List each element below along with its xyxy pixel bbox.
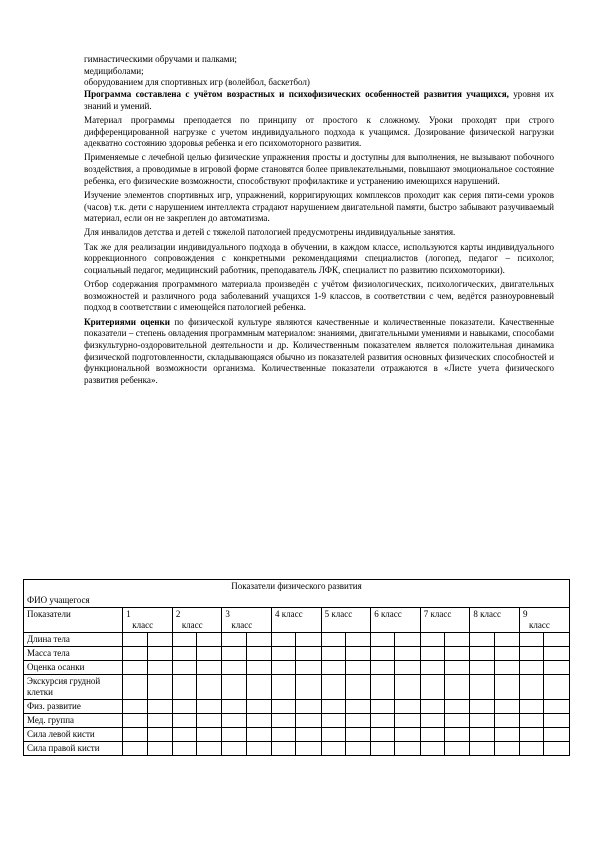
value-cell[interactable] <box>296 675 321 700</box>
value-cell[interactable] <box>395 633 420 647</box>
value-cell[interactable] <box>519 728 543 742</box>
header-class-2 <box>172 608 222 633</box>
value-cell[interactable] <box>272 700 296 714</box>
value-cell[interactable] <box>470 700 494 714</box>
value-cell[interactable] <box>544 661 570 675</box>
header-class-3 <box>222 608 272 633</box>
value-cell[interactable] <box>371 728 395 742</box>
value-cell[interactable] <box>147 728 172 742</box>
value-cell[interactable] <box>395 675 420 700</box>
row-label: Мед. группа <box>24 714 123 728</box>
value-cell[interactable] <box>445 714 470 728</box>
value-cell[interactable] <box>544 647 570 661</box>
value-cell[interactable] <box>321 742 345 756</box>
class-number: 1 <box>126 609 131 619</box>
value-cell[interactable] <box>246 633 271 647</box>
value-cell[interactable] <box>420 714 444 728</box>
table-row <box>24 714 570 728</box>
table-row <box>24 700 570 714</box>
class-number: 2 <box>175 609 181 619</box>
body-text <box>84 54 554 389</box>
value-cell[interactable] <box>147 675 172 700</box>
value-cell[interactable] <box>519 675 543 700</box>
physical-development-table <box>23 579 570 756</box>
value-cell[interactable] <box>321 728 345 742</box>
value-cell[interactable] <box>371 742 395 756</box>
value-cell[interactable] <box>147 742 172 756</box>
value-cell[interactable] <box>494 714 519 728</box>
table-row <box>24 675 570 700</box>
row-label: Оценка осанки <box>24 661 123 675</box>
value-cell[interactable] <box>272 714 296 728</box>
value-cell[interactable] <box>395 728 420 742</box>
value-cell[interactable] <box>395 661 420 675</box>
value-cell[interactable] <box>123 675 147 700</box>
value-cell[interactable] <box>445 742 470 756</box>
value-cell[interactable] <box>123 633 147 647</box>
value-cell[interactable] <box>371 647 395 661</box>
value-cell[interactable] <box>420 661 444 675</box>
value-cell[interactable] <box>147 714 172 728</box>
paragraph-sport-games: Изучение элементов спортивных игр, упражнений, корригирующих комплексов проходит как серия пяти-семи уроков (часов) т.к. дети с нарушением интеллекта страдают нарушением двигательной памяти, быстро забывают разучиваемый материал, если он не закреплен до автоматизма. <box>84 189 554 224</box>
value-cell[interactable] <box>197 714 222 728</box>
value-cell[interactable] <box>544 700 570 714</box>
value-cell[interactable] <box>222 728 246 742</box>
value-cell[interactable] <box>371 700 395 714</box>
value-cell[interactable] <box>494 647 519 661</box>
value-cell[interactable] <box>272 647 296 661</box>
value-cell[interactable] <box>246 647 271 661</box>
paragraph-equipment-games: оборудованием для спортивных игр (волейбол, баскетбол) <box>84 77 310 88</box>
value-cell[interactable] <box>345 633 370 647</box>
value-cell[interactable] <box>123 661 147 675</box>
value-cell[interactable] <box>445 728 470 742</box>
class-number: 9 <box>522 609 528 619</box>
table-row <box>24 728 570 742</box>
value-cell[interactable] <box>345 647 370 661</box>
table-row <box>24 647 570 661</box>
header-class-1 <box>123 608 173 633</box>
paragraph-equipment-balls: медициболами; <box>84 65 144 76</box>
value-cell[interactable] <box>296 661 321 675</box>
paragraph-program-basis <box>84 89 554 112</box>
value-cell[interactable] <box>470 675 494 700</box>
table-title: Показатели физического развития <box>24 580 570 595</box>
value-cell[interactable] <box>172 675 196 700</box>
value-cell[interactable] <box>272 661 296 675</box>
class-number: 7 класс <box>423 609 452 619</box>
table-row <box>24 742 570 756</box>
value-cell[interactable] <box>395 714 420 728</box>
value-cell[interactable] <box>445 700 470 714</box>
value-cell[interactable] <box>246 714 271 728</box>
value-cell[interactable] <box>494 633 519 647</box>
class-number: 3 <box>225 609 230 619</box>
row-label: Физ. развитие <box>24 700 123 714</box>
value-cell[interactable] <box>296 742 321 756</box>
value-cell[interactable] <box>371 633 395 647</box>
paragraph-individual-lessons: Для инвалидов детства и детей с тяжелой патологией предусмотрены индивидуальные занятия. <box>84 227 456 238</box>
value-cell[interactable] <box>222 647 246 661</box>
criteria-bold: Критериями оценки <box>84 316 170 327</box>
value-cell[interactable] <box>321 661 345 675</box>
value-cell[interactable] <box>519 661 543 675</box>
value-cell[interactable] <box>272 675 296 700</box>
value-cell[interactable] <box>420 728 444 742</box>
value-cell[interactable] <box>420 700 444 714</box>
value-cell[interactable] <box>172 728 196 742</box>
class-number: 4 класс <box>275 609 303 619</box>
class-word: класс <box>181 619 203 630</box>
value-cell[interactable] <box>296 714 321 728</box>
value-cell[interactable] <box>420 742 444 756</box>
value-cell[interactable] <box>222 633 246 647</box>
program-basis-bold: Программа составлена с учётом возрастных и психофизических особенностей развития учащихся, <box>84 89 509 100</box>
value-cell[interactable] <box>371 714 395 728</box>
value-cell[interactable] <box>371 675 395 700</box>
paragraph-individual-approach: Так же для реализации индивидуального подхода в обучении, в каждом классе, используются карты индивидуального коррекционного сопровождения с конкретными рекомендациями специалистов (логопед, педагог – психолог, социальный педагог, медицинский работник, преподаватель ЛФК, специалист по развитию психомоторики). <box>84 241 554 275</box>
value-cell[interactable] <box>494 700 519 714</box>
value-cell[interactable] <box>544 714 570 728</box>
value-cell[interactable] <box>544 728 570 742</box>
value-cell[interactable] <box>147 647 172 661</box>
value-cell[interactable] <box>172 742 196 756</box>
class-word: класс <box>231 619 253 630</box>
value-cell[interactable] <box>470 742 494 756</box>
paragraph-material-principle: Материал программы преподается по принципу от простого к сложному. Уроки проходят при строго дифференцированной нагрузке с учетом индивидуального подхода к учащимся. Дозирование физической нагрузки адекватно состоянию здоровья ребенка и его психомоторного развития. <box>84 114 554 149</box>
value-cell[interactable] <box>470 661 494 675</box>
value-cell[interactable] <box>470 633 494 647</box>
value-cell[interactable] <box>420 675 444 700</box>
value-cell[interactable] <box>172 661 196 675</box>
value-cell[interactable] <box>519 700 543 714</box>
table-row <box>24 661 570 675</box>
value-cell[interactable] <box>519 647 543 661</box>
value-cell[interactable] <box>172 633 196 647</box>
header-class-9 <box>519 608 569 633</box>
value-cell[interactable] <box>445 661 470 675</box>
class-number: 6 класс <box>374 609 402 619</box>
value-cell[interactable] <box>246 675 271 700</box>
value-cell[interactable] <box>197 742 222 756</box>
value-cell[interactable] <box>494 742 519 756</box>
value-cell[interactable] <box>470 714 494 728</box>
value-cell[interactable] <box>246 742 271 756</box>
value-cell[interactable] <box>246 661 271 675</box>
program-basis-rest: уровня их знаний и умений. <box>84 89 554 111</box>
value-cell[interactable] <box>395 742 420 756</box>
value-cell[interactable] <box>445 675 470 700</box>
value-cell[interactable] <box>470 728 494 742</box>
value-cell[interactable] <box>296 728 321 742</box>
value-cell[interactable] <box>345 742 370 756</box>
row-label: Масса тела <box>24 647 123 661</box>
paragraph-exercises: Применяемые с лечебной целью физические упражнения просты и доступны для выполнения, не вызывают побочного воздействия, а проводимые в игровой форме становятся более привлекательными, повышают эмоциональное состояние ребенка, его физические возможности, способствуют профилактике и устранению имеющихся нарушений. <box>84 152 554 186</box>
value-cell[interactable] <box>345 675 370 700</box>
value-cell[interactable] <box>494 728 519 742</box>
value-cell[interactable] <box>222 661 246 675</box>
value-cell[interactable] <box>371 661 395 675</box>
value-cell[interactable] <box>519 742 543 756</box>
value-cell[interactable] <box>494 675 519 700</box>
value-cell[interactable] <box>494 661 519 675</box>
table-row <box>24 633 570 647</box>
value-cell[interactable] <box>321 633 345 647</box>
value-cell[interactable] <box>519 633 543 647</box>
value-cell[interactable] <box>123 728 147 742</box>
value-cell[interactable] <box>147 633 172 647</box>
value-cell[interactable] <box>197 633 222 647</box>
value-cell[interactable] <box>246 700 271 714</box>
value-cell[interactable] <box>395 647 420 661</box>
value-cell[interactable] <box>345 661 370 675</box>
paragraph-equipment-hoops: гимнастическими обручами и палками; <box>84 54 237 64</box>
value-cell[interactable] <box>445 647 470 661</box>
value-cell[interactable] <box>123 742 147 756</box>
class-number: 5 класс <box>324 609 353 619</box>
value-cell[interactable] <box>147 700 172 714</box>
value-cell[interactable] <box>445 633 470 647</box>
value-cell[interactable] <box>147 661 172 675</box>
value-cell[interactable] <box>345 714 370 728</box>
value-cell[interactable] <box>470 647 494 661</box>
criteria-rest: по физической культуре являются качественные и количественные показатели. Качественные показатели – степень овладения программным материалом: знаниями, двигательными умениями и навыками, способами физкультурно-оздоровительной деятельности и др. Количественным показателем является положительная динамика физической подготовленности, складывающаяся обычно из показателей развития основных физических способностей и функциональной возможности организма. Количественные показатели отражаются в «Листе учета физического развития ребенка». <box>84 316 554 386</box>
value-cell[interactable] <box>321 675 345 700</box>
value-cell[interactable] <box>197 647 222 661</box>
value-cell[interactable] <box>197 728 222 742</box>
value-cell[interactable] <box>296 633 321 647</box>
value-cell[interactable] <box>123 647 147 661</box>
value-cell[interactable] <box>544 675 570 700</box>
header-class-6 <box>371 608 421 633</box>
value-cell[interactable] <box>222 700 246 714</box>
value-cell[interactable] <box>519 714 543 728</box>
value-cell[interactable] <box>222 714 246 728</box>
value-cell[interactable] <box>172 714 196 728</box>
paragraph-evaluation-criteria <box>84 317 554 387</box>
value-cell[interactable] <box>544 742 570 756</box>
value-cell[interactable] <box>172 647 196 661</box>
value-cell[interactable] <box>321 700 345 714</box>
value-cell[interactable] <box>420 647 444 661</box>
row-label: Экскурсия грудной клетки <box>24 675 123 700</box>
value-cell[interactable] <box>123 700 147 714</box>
value-cell[interactable] <box>172 700 196 714</box>
value-cell[interactable] <box>272 633 296 647</box>
value-cell[interactable] <box>222 675 246 700</box>
value-cell[interactable] <box>222 742 246 756</box>
class-word: класс <box>132 619 154 630</box>
header-class-8 <box>470 608 520 633</box>
value-cell[interactable] <box>197 675 222 700</box>
value-cell[interactable] <box>197 661 222 675</box>
header-class-5 <box>321 608 371 633</box>
paragraph-content-selection: Отбор содержания программного материала произведён с учётом физиологических, психологических, двигательных возможностей и различного рода заболеваний учащихся 1-9 классов, в соответствии с чем, ведётся разноуровневый подход в соответствии с имеющейся патологией ребенка. <box>84 279 554 313</box>
row-label: Сила правой кисти <box>24 742 123 756</box>
class-word: класс <box>528 619 550 630</box>
value-cell[interactable] <box>272 728 296 742</box>
header-class-4 <box>272 608 322 633</box>
value-cell[interactable] <box>345 700 370 714</box>
value-cell[interactable] <box>197 700 222 714</box>
value-cell[interactable] <box>272 742 296 756</box>
value-cell[interactable] <box>420 633 444 647</box>
value-cell[interactable] <box>395 700 420 714</box>
class-number: 8 класс <box>473 609 501 619</box>
value-cell[interactable] <box>246 728 271 742</box>
value-cell[interactable] <box>123 714 147 728</box>
value-cell[interactable] <box>296 700 321 714</box>
row-label: Длина тела <box>24 633 123 647</box>
value-cell[interactable] <box>345 728 370 742</box>
value-cell[interactable] <box>544 633 570 647</box>
row-label: Сила левой кисти <box>24 728 123 742</box>
value-cell[interactable] <box>321 714 345 728</box>
value-cell[interactable] <box>296 647 321 661</box>
student-name-label: ФИО учащегося <box>24 594 570 608</box>
header-indicators: Показатели <box>24 608 123 633</box>
header-class-7 <box>420 608 470 633</box>
value-cell[interactable] <box>321 647 345 661</box>
